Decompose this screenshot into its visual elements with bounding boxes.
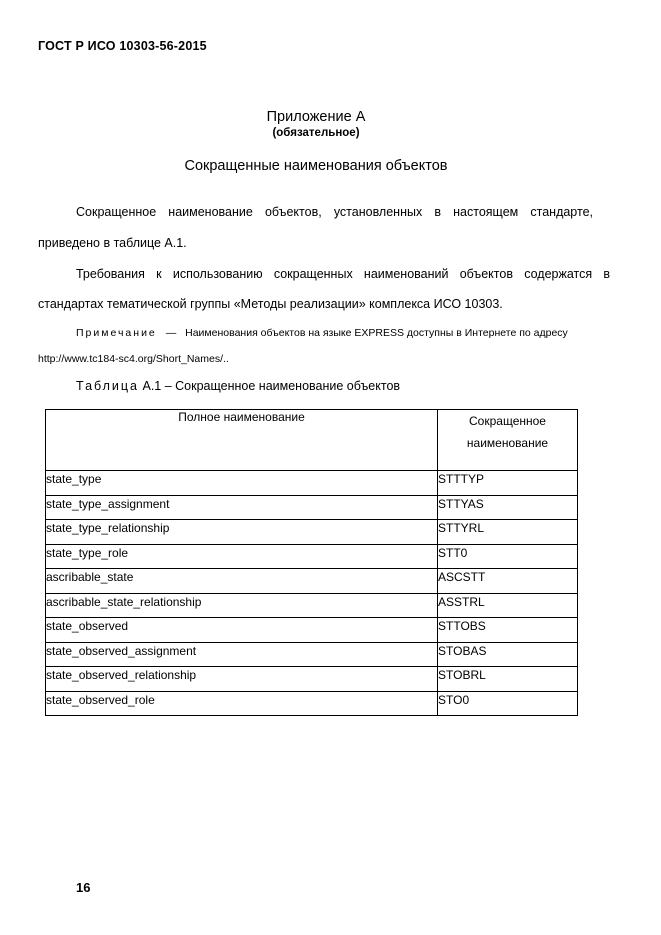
short-name-cell: ASCSTT	[438, 569, 578, 594]
full-name-cell: state_observed	[46, 618, 438, 643]
table-row	[46, 642, 578, 667]
annex-status: (обязательное)	[272, 127, 360, 139]
short-name-cell: STTYAS	[438, 495, 578, 520]
short-name-cell: STOBRL	[438, 667, 578, 692]
short-name-cell: STTTYP	[438, 471, 578, 496]
header-short-name-line-1: Сокращенное	[469, 414, 546, 428]
table-row	[46, 593, 578, 618]
note-text: Наименования объектов на языке EXPRESS доступны в Интернете по адресу	[185, 327, 568, 339]
standard-code: ГОСТ Р ИСО 10303-56-2015	[38, 39, 207, 53]
note-url: http://www.tc184-sc4.org/Short_Names/..	[38, 353, 229, 365]
full-name-cell: ascribable_state_relationship	[46, 593, 438, 618]
full-name-cell: state_observed_role	[46, 691, 438, 716]
short-name-cell: STTYRL	[438, 520, 578, 545]
note-dash: —	[165, 327, 177, 339]
table-caption	[76, 379, 400, 393]
annex-title: Приложение А	[266, 109, 366, 125]
table-row	[46, 520, 578, 545]
full-name-cell: state_type_relationship	[46, 520, 438, 545]
table-row	[46, 544, 578, 569]
short-name-cell: STTOBS	[438, 618, 578, 643]
table-row	[46, 569, 578, 594]
abbreviation-table	[45, 409, 578, 716]
short-name-cell: ASSTRL	[438, 593, 578, 618]
full-name-cell: state_type_assignment	[46, 495, 438, 520]
full-name-cell: state_type_role	[46, 544, 438, 569]
full-name-cell: state_type	[46, 471, 438, 496]
table-caption-text: А.1 – Сокращенное наименование объектов	[142, 379, 401, 393]
table-caption-prefix: Таблица	[76, 379, 140, 393]
note-line-1	[76, 327, 568, 339]
note-label: Примечание	[76, 327, 157, 339]
full-name-cell: ascribable_state	[46, 569, 438, 594]
full-name-cell: state_observed_assignment	[46, 642, 438, 667]
paragraph-1-line-1: Сокращенное наименование объектов, установленных в настоящем стандарте,	[76, 205, 593, 219]
table-row	[46, 667, 578, 692]
table-row	[46, 495, 578, 520]
full-name-cell: state_observed_relationship	[46, 667, 438, 692]
paragraph-2-line-2: стандартах тематической группы «Методы реализации» комплекса ИСО 10303.	[38, 297, 503, 311]
table-row	[46, 691, 578, 716]
table-row	[46, 618, 578, 643]
short-name-cell: STT0	[438, 544, 578, 569]
short-name-cell: STO0	[438, 691, 578, 716]
paragraph-1-line-2: приведено в таблице А.1.	[38, 236, 187, 250]
table-row	[46, 471, 578, 496]
short-name-cell: STOBAS	[438, 642, 578, 667]
table-header-row	[46, 410, 578, 471]
header-short-name	[438, 410, 578, 471]
paragraph-2-line-1: Требования к использованию сокращенных наименований объектов содержатся в	[76, 267, 610, 281]
section-title: Сокращенные наименования объектов	[184, 158, 448, 174]
page-number: 16	[76, 880, 91, 895]
header-full-name: Полное наименование	[46, 410, 438, 471]
header-short-name-line-2: наименование	[466, 436, 549, 450]
